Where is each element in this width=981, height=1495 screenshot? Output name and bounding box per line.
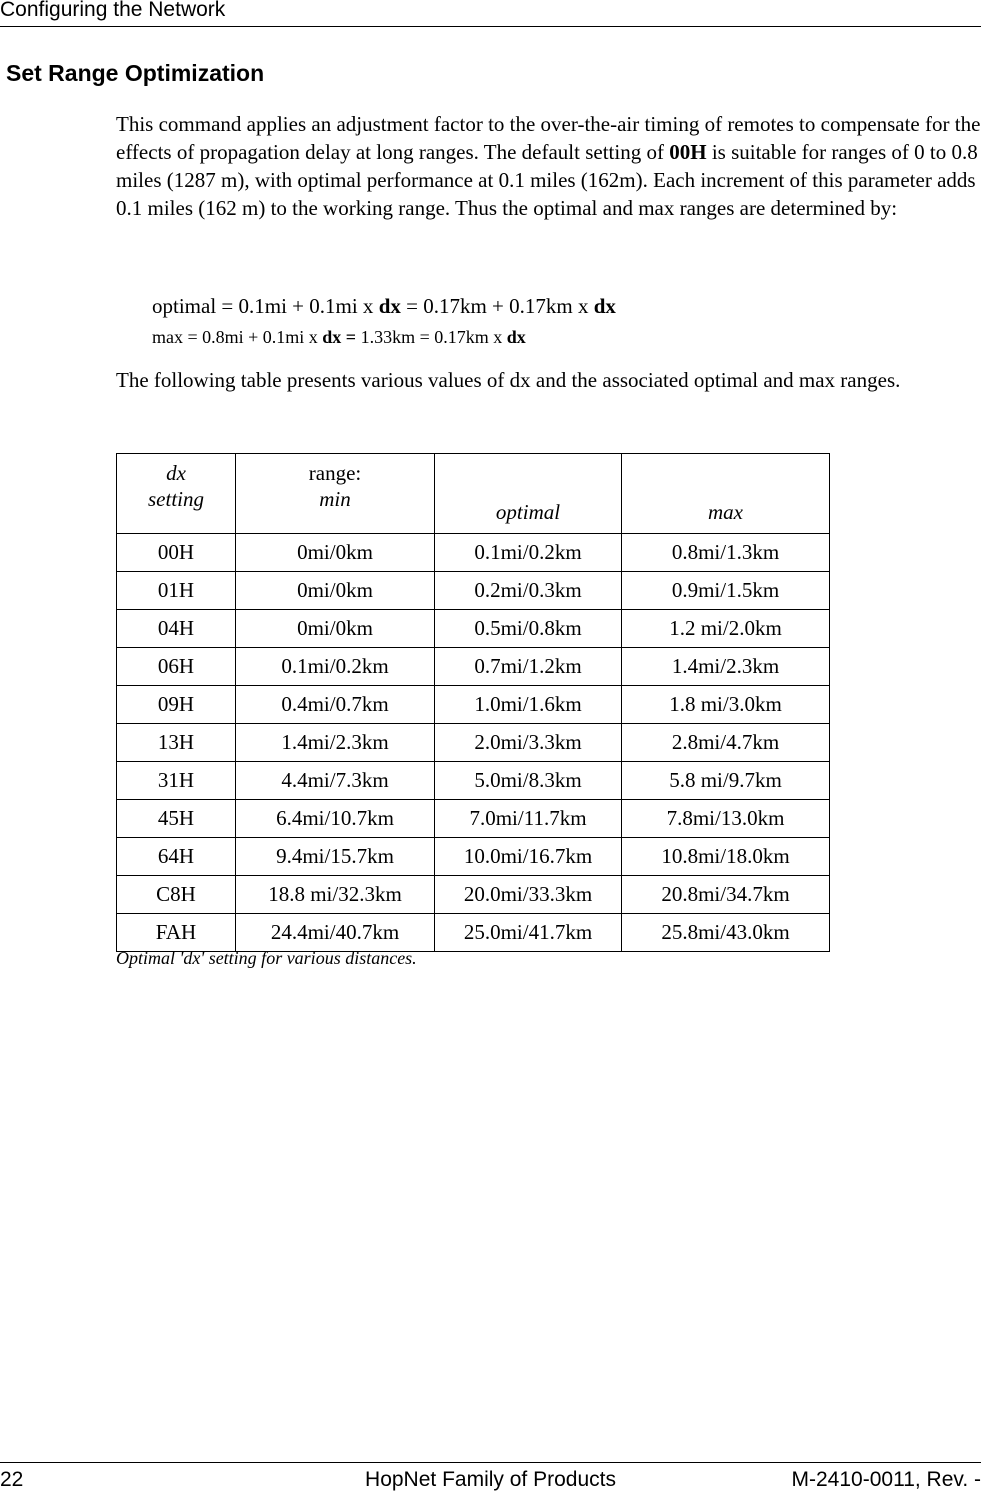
table-row	[117, 534, 830, 572]
cell-max-range: 25.8mi/43.0km	[622, 914, 830, 952]
cell-max-range: 5.8 mi/9.7km	[622, 762, 830, 800]
range-table	[116, 453, 830, 952]
optimal-formula-var-1: dx	[378, 294, 401, 318]
cell-dx-setting: C8H	[117, 876, 236, 914]
cell-optimal-range: 20.0mi/33.3km	[435, 876, 622, 914]
header-range-min	[236, 454, 435, 534]
optimal-formula	[152, 293, 616, 319]
table-row	[117, 800, 830, 838]
cell-max-range: 20.8mi/34.7km	[622, 876, 830, 914]
table-intro-paragraph: The following table presents various values of dx and the associated optimal and max ranges.	[116, 368, 901, 392]
max-formula	[152, 326, 526, 348]
table-row	[117, 686, 830, 724]
footer-page-number: 22	[0, 1468, 24, 1491]
cell-optimal-range: 2.0mi/3.3km	[435, 724, 622, 762]
running-header-title: Configuring the Network	[0, 0, 226, 21]
cell-optimal-range: 10.0mi/16.7km	[435, 838, 622, 876]
footer-document-number: M-2410-0011, Rev. -	[791, 1468, 981, 1491]
optimal-formula-part-2: = 0.17km + 0.17km x	[400, 294, 594, 318]
header-dx-line-1: dx	[166, 461, 186, 485]
header-max: max	[622, 454, 830, 534]
table-row	[117, 648, 830, 686]
cell-optimal-range: 0.7mi/1.2km	[435, 648, 622, 686]
table-body	[117, 534, 830, 952]
footer-product-name: HopNet Family of Products	[365, 1468, 616, 1491]
table-row	[117, 762, 830, 800]
max-formula-part-1: max = 0.8mi + 0.1mi x	[152, 327, 323, 347]
table-row	[117, 876, 830, 914]
table-row	[117, 572, 830, 610]
cell-min-range: 1.4mi/2.3km	[236, 724, 435, 762]
cell-dx-setting: FAH	[117, 914, 236, 952]
cell-optimal-range: 0.2mi/0.3km	[435, 572, 622, 610]
cell-optimal-range: 0.5mi/0.8km	[435, 610, 622, 648]
cell-optimal-range: 0.1mi/0.2km	[435, 534, 622, 572]
cell-min-range: 0mi/0km	[236, 534, 435, 572]
default-setting-value: 00H	[669, 140, 707, 164]
cell-optimal-range: 7.0mi/11.7km	[435, 800, 622, 838]
cell-dx-setting: 45H	[117, 800, 236, 838]
cell-dx-setting: 06H	[117, 648, 236, 686]
section-title: Set Range Optimization	[6, 60, 265, 86]
cell-max-range: 0.8mi/1.3km	[622, 534, 830, 572]
cell-min-range: 24.4mi/40.7km	[236, 914, 435, 952]
cell-min-range: 0mi/0km	[236, 572, 435, 610]
max-formula-var-2: dx	[506, 327, 526, 347]
cell-dx-setting: 09H	[117, 686, 236, 724]
cell-max-range: 1.2 mi/2.0km	[622, 610, 830, 648]
cell-max-range: 1.8 mi/3.0km	[622, 686, 830, 724]
cell-dx-setting: 64H	[117, 838, 236, 876]
cell-min-range: 9.4mi/15.7km	[236, 838, 435, 876]
table-caption: Optimal 'dx' setting for various distances.	[116, 948, 417, 968]
table-row	[117, 610, 830, 648]
max-formula-var-1: dx =	[322, 327, 357, 347]
cell-dx-setting: 01H	[117, 572, 236, 610]
cell-min-range: 0mi/0km	[236, 610, 435, 648]
intro-text-2: is suitable for ranges of 0 to 0.8 miles (1287 m), with optimal performance at 0.1 miles (162m). Each increment of this parameter adds 0.1 miles (162 m) to the working range. Thus the optimal and max ranges are determined by:	[116, 140, 978, 220]
optimal-formula-part-1: optimal = 0.1mi + 0.1mi x	[152, 294, 379, 318]
cell-max-range: 7.8mi/13.0km	[622, 800, 830, 838]
cell-optimal-range: 1.0mi/1.6km	[435, 686, 622, 724]
header-optimal: optimal	[435, 454, 622, 534]
running-header	[0, 0, 981, 27]
cell-optimal-range: 25.0mi/41.7km	[435, 914, 622, 952]
cell-max-range: 1.4mi/2.3km	[622, 648, 830, 686]
cell-max-range: 10.8mi/18.0km	[622, 838, 830, 876]
cell-max-range: 0.9mi/1.5km	[622, 572, 830, 610]
running-footer	[0, 1462, 981, 1495]
cell-min-range: 4.4mi/7.3km	[236, 762, 435, 800]
cell-optimal-range: 5.0mi/8.3km	[435, 762, 622, 800]
table-row	[117, 724, 830, 762]
cell-dx-setting: 00H	[117, 534, 236, 572]
cell-dx-setting: 04H	[117, 610, 236, 648]
intro-text-1: This command applies an adjustment factor to the over-the-air timing of remotes to compensate for the effects of propagation delay at long ranges. The default setting of	[116, 112, 981, 164]
cell-min-range: 6.4mi/10.7km	[236, 800, 435, 838]
header-dx-setting	[117, 454, 236, 534]
cell-max-range: 2.8mi/4.7km	[622, 724, 830, 762]
header-dx-line-2: setting	[148, 487, 204, 511]
cell-min-range: 0.1mi/0.2km	[236, 648, 435, 686]
header-range-label: range:	[308, 461, 362, 485]
header-min-label: min	[319, 487, 351, 511]
cell-min-range: 0.4mi/0.7km	[236, 686, 435, 724]
table-header-row	[117, 454, 830, 534]
cell-min-range: 18.8 mi/32.3km	[236, 876, 435, 914]
cell-dx-setting: 31H	[117, 762, 236, 800]
intro-paragraph	[116, 110, 981, 222]
cell-dx-setting: 13H	[117, 724, 236, 762]
max-formula-part-2: 1.33km = 0.17km x	[356, 327, 507, 347]
optimal-formula-var-2: dx	[593, 294, 616, 318]
table-row	[117, 838, 830, 876]
